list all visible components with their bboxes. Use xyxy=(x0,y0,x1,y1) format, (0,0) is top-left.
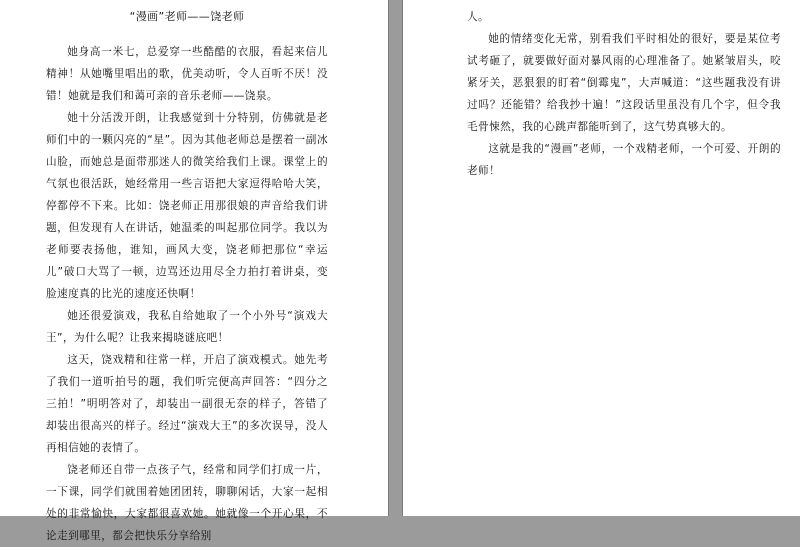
paragraph-continuation: 人。 xyxy=(467,11,490,23)
document-title: “漫画”老师——饶老师 xyxy=(129,10,245,23)
page-right-content xyxy=(467,6,781,182)
document-page-left xyxy=(0,0,389,542)
paragraph-6: 她的情绪变化无常，别看我们平时相处的很好，要是某位考试考砸了，就要做好面对暴风雨的心理准备了。她紧皱眉头，咬紧牙关，恶狠狠的盯着“倒霉鬼”，大声喊道：“这些题我没有讲过吗？还能错？给我抄十遍！”这段话里虽没有几个字，但令我毛骨悚然，我的心跳声都能听到了，这气势真够大的。 xyxy=(467,33,781,133)
paragraph-2: 她十分活泼开朗，让我感觉到十分特别，仿佛就是老师们中的一颗闪亮的“星”。因为其他老师总是摆着一副冰山脸，而她总是面带那迷人的微笑给我们上课。课堂上的气氛也很活跃，她经常用一些言语把大家逗得哈哈大笑，停都停不下来。比如：饶老师正用那很娘的声音给我们讲题，但发现有人在讲话，她温柔的叫起那位同学。我以为老师要表扬他，谁知，画风大变，饶老师把那位“幸运儿”破口大骂了一顿，边骂还边用尽全力拍打着讲桌，变脸速度真的比光的速度还快啊！ xyxy=(46,112,328,300)
page-left-content xyxy=(46,8,328,547)
paragraph-4: 这天，饶戏精和往常一样，开启了演戏模式。她先考了我们一道听拍号的题，我们听完便高声回答：“四分之三拍！”明明答对了，却装出一副很无奈的样子，答错了却装出很高兴的样子。经过“演戏大王”的多次误导，没人再相信她的表情了。 xyxy=(46,354,328,454)
document-page-right xyxy=(402,0,800,516)
paragraph-5: 饶老师还自带一点孩子气，经常和同学们打成一片，一下课，同学们就围着她团团转，聊聊闲话，大家一起相处的非常愉快，大家都很喜欢她。她就像一个开心果，不论走到哪里，都会把快乐分享给别 xyxy=(46,464,328,542)
paragraph-3: 她还很爱演戏，我私自给她取了一个小外号“演戏大王”，为什么呢？让我来揭晓谜底吧！ xyxy=(46,310,328,344)
paragraph-1: 她身高一米七，总爱穿一些酷酷的衣服，看起来信儿精神！从她嘴里唱出的歌，优美动听，令人百听不厌！没错！她就是我们和蔼可亲的音乐老师——饶泉。 xyxy=(46,46,328,102)
paragraph-7: 这就是我的“漫画”老师，一个戏精老师，一个可爱、开朗的老师！ xyxy=(467,143,781,177)
